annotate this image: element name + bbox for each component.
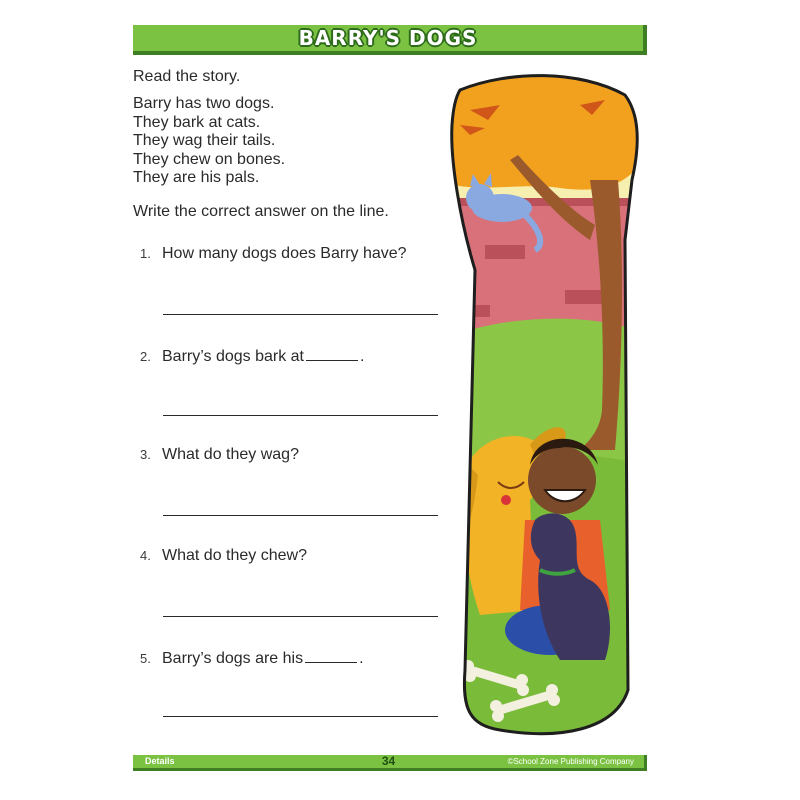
question-1 <box>140 245 407 263</box>
footer-copyright: ©School Zone Publishing Company <box>507 757 634 766</box>
title-banner <box>133 25 647 55</box>
answer-line-2[interactable] <box>163 415 438 416</box>
question-number: 1. <box>140 246 151 261</box>
question-text: What do they wag? <box>162 446 299 463</box>
question-5 <box>140 648 364 668</box>
question-number: 4. <box>140 548 151 563</box>
question-2 <box>140 346 364 366</box>
question-text: Barry’s dogs bark at <box>162 348 304 365</box>
story-line: They wag their tails. <box>133 132 276 149</box>
story-illustration <box>440 70 650 740</box>
inline-blank[interactable] <box>306 346 358 361</box>
answer-line-3[interactable] <box>163 515 438 516</box>
story-line: They bark at cats. <box>133 113 261 131</box>
question-4 <box>140 547 307 565</box>
story-line: They chew on bones. <box>133 150 286 168</box>
answer-line-1[interactable] <box>163 314 438 315</box>
question-number: 2. <box>140 349 151 364</box>
story-line: They are his pals. <box>133 169 260 186</box>
footer-section-label: Details <box>145 756 175 766</box>
story-text <box>133 95 285 188</box>
question-text: How many dogs does Barry have? <box>162 245 407 262</box>
answer-line-5[interactable] <box>163 716 438 717</box>
question-end-punct: . <box>360 348 365 365</box>
write-instruction: Write the correct answer on the line. <box>133 203 389 220</box>
question-3 <box>140 446 299 464</box>
question-end-punct: . <box>359 650 364 667</box>
question-number: 3. <box>140 447 151 462</box>
question-text: Barry’s dogs are his <box>162 650 304 667</box>
read-instruction: Read the story. <box>133 68 241 85</box>
story-line: Barry has two dogs. <box>133 95 275 112</box>
page-title: BARRY'S DOGS <box>298 26 478 50</box>
question-number: 5. <box>140 651 151 666</box>
inline-blank[interactable] <box>305 648 357 663</box>
footer-bar <box>133 755 647 771</box>
page-number: 34 <box>381 754 396 768</box>
question-text: What do they chew? <box>162 547 307 564</box>
answer-line-4[interactable] <box>163 616 438 617</box>
